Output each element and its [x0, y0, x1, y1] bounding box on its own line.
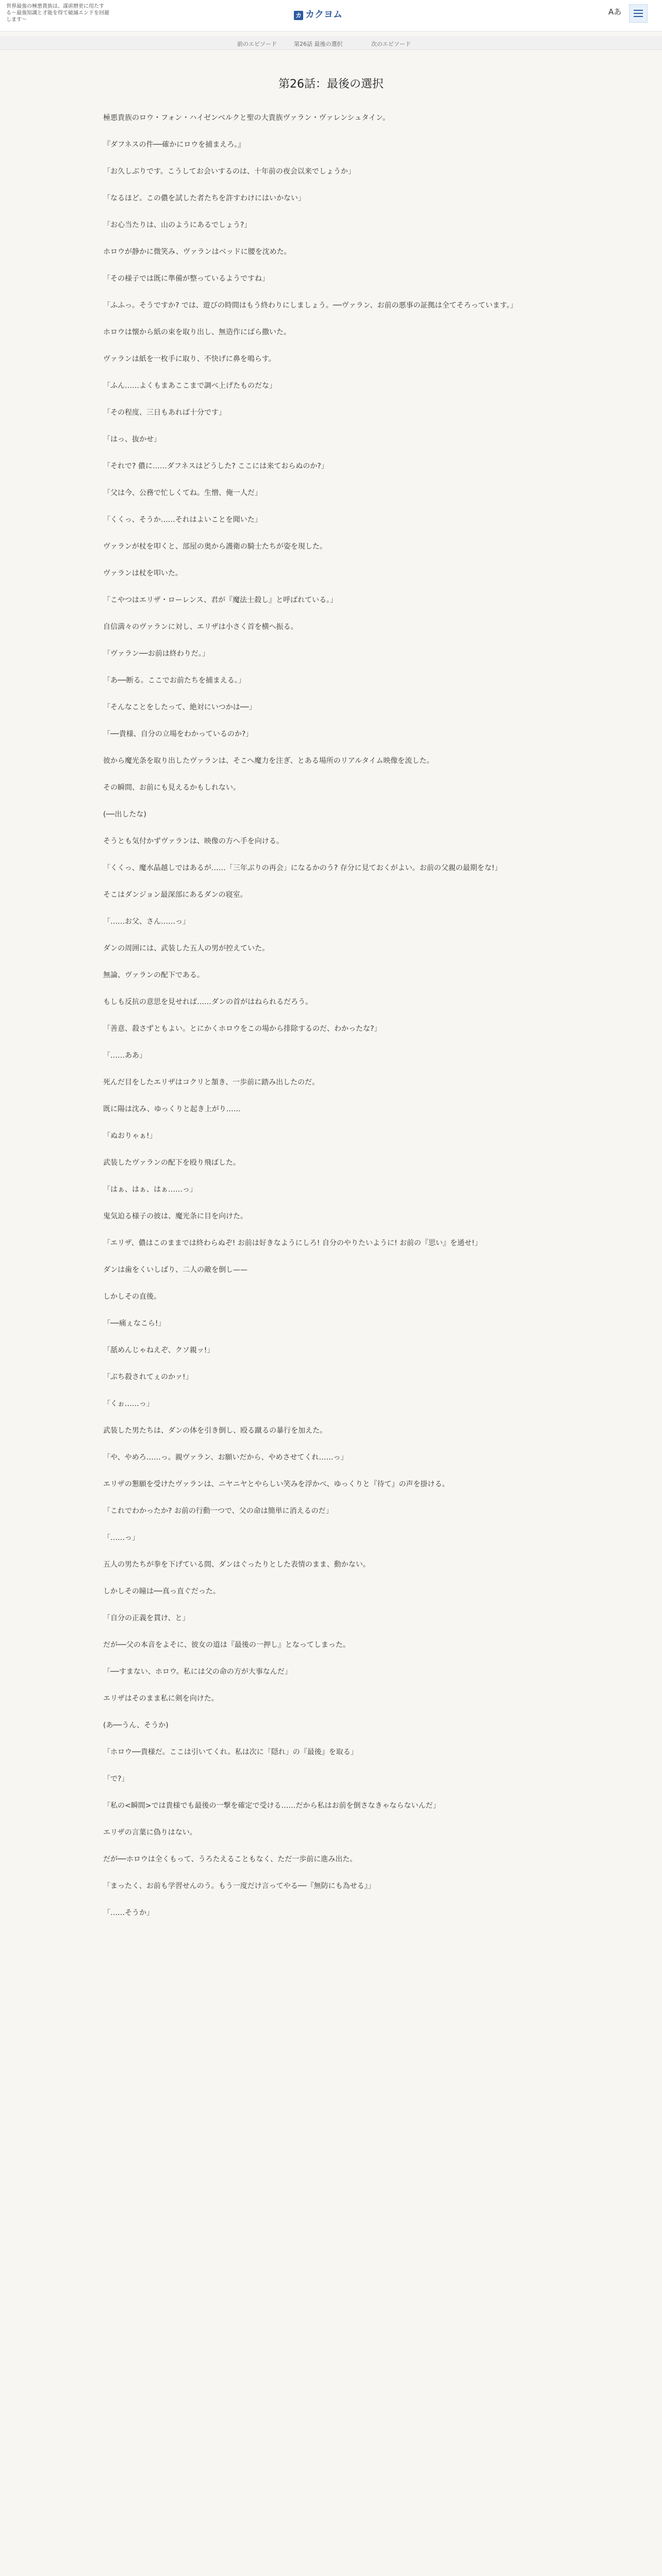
body-paragraph: 「くくっ、そうか……それはよいことを聞いた」: [103, 516, 262, 524]
body-paragraph: (あ──うん、そうか): [103, 1721, 169, 1730]
body-paragraph: 鬼気迫る様子の彼は、魔光条に目を向けた。: [103, 1212, 247, 1221]
body-paragraph: 「その程度、三日もあれば十分です」: [103, 409, 226, 417]
body-paragraph: 「父は今、公務で忙しくてね。生憎、俺一人だ」: [103, 489, 262, 497]
body-paragraph: エリザの言葉に偽りはない。: [103, 1828, 197, 1837]
next-episode-link[interactable]: 次のエピソード: [371, 41, 411, 47]
body-paragraph: 「あ──断る。ここでお前たちを捕まえる。」: [103, 676, 245, 685]
body-paragraph: 「はぁ、はぁ、はぁ……っ」: [103, 1185, 197, 1194]
body-paragraph: 自信満々のヴァランに対し、エリザは小さく首を横へ振る。: [103, 623, 298, 631]
body-paragraph: 「……っ」: [103, 1534, 139, 1542]
body-paragraph: もしも反抗の意思を見せれば……ダンの首がはねられるだろう。: [103, 998, 313, 1006]
body-paragraph: 「……お父、さん……っ」: [103, 918, 190, 926]
body-paragraph: 「舐めんじゃねえぞ、クソ親ッ!」: [103, 1346, 214, 1354]
body-paragraph: そこはダンジョン最深部にあるダンの寝室。: [103, 891, 247, 899]
body-paragraph: 「自分の正義を貫け、と」: [103, 1614, 190, 1622]
body-paragraph: 「エリザ、儂はこのままでは終わらぬぞ! お前は好きなようにしろ! 自分のやりたいように! お前の『思い』を通せ!」: [103, 1239, 482, 1247]
body-paragraph: (──出したな): [103, 810, 146, 819]
episode-body: [103, 111, 559, 1933]
body-paragraph: 「その様子では既に準備が整っているようですね」: [103, 275, 269, 283]
kakuyomu-logo[interactable]: [294, 7, 342, 21]
body-paragraph: 「ヴァラン──お前は終わりだ。」: [103, 650, 209, 658]
body-paragraph: 「──痛ぇなこら!」: [103, 1319, 166, 1328]
body-paragraph: ヴァランは杖を叩いた。: [103, 569, 183, 578]
body-paragraph: 彼から魔光条を取り出したヴァランは、そこへ魔力を注ぎ、とある場所のリアルタイム映像を流した。: [103, 757, 434, 765]
body-paragraph: ホロウが静かに微笑み、ヴァランはベッドに腰を沈めた。: [103, 248, 291, 256]
menu-icon-line: [634, 13, 643, 14]
body-paragraph: 死んだ目をしたエリザはコクリと頷き、一歩前に踏み出したのだ。: [103, 1078, 320, 1087]
body-paragraph: エリザの懇願を受けたヴァランは、ニヤニヤとやらしい笑みを浮かべ、ゆっくりと『待て』の声を掛ける。: [103, 1480, 450, 1488]
body-paragraph: ヴァランは紙を一枚手に取り、不快げに鼻を鳴らす。: [103, 355, 276, 363]
episode-nav: [0, 36, 662, 50]
body-paragraph: 「──貴様、自分の立場をわかっているのか?」: [103, 730, 253, 738]
body-paragraph: 「──すまない、ホロウ。私には父の命の方が大事なんだ」: [103, 1668, 292, 1676]
body-paragraph: 「これでわかったか? お前の行動一つで、父の命は簡単に消えるのだ」: [103, 1507, 333, 1515]
body-paragraph: 「そんなことをしたって、絶対にいつかは──」: [103, 703, 256, 711]
logo-icon: カ: [294, 11, 303, 20]
body-paragraph: しかしその瞳は──真っ直ぐだった。: [103, 1587, 220, 1596]
body-paragraph: 「や、やめろ……っ。親ヴァラン、お願いだから、やめさせてくれ……っ」: [103, 1453, 348, 1462]
body-paragraph: 「なるほど。この儂を試した者たちを許すわけにはいかない」: [103, 194, 305, 202]
body-paragraph: 「私の<瞬間>では貴様でも最後の一撃を確定で受ける……だから私はお前を倒さなきゃならないんだ」: [103, 1802, 440, 1810]
body-paragraph: 「……そうか」: [103, 1909, 154, 1917]
body-paragraph: 「まったく、お前も学習せんのう。もう一度だけ言ってやる──『無防にも為せる』」: [103, 1882, 375, 1890]
body-paragraph: 「くぉ……っ」: [103, 1400, 154, 1408]
body-paragraph: だが──ホロウは全くもって、うろたえることもなく、ただ一歩前に進み出た。: [103, 1855, 357, 1863]
body-paragraph: 「……ああ」: [103, 1052, 146, 1060]
font-settings-button[interactable]: Aあ: [608, 7, 622, 16]
body-paragraph: 「こやつはエリザ・ローレンス、君が『魔法士殺し』と呼ばれている。」: [103, 596, 338, 604]
body-paragraph: 「お久しぶりです。こうしてお会いするのは、十年前の夜会以来でしょうか」: [103, 167, 355, 176]
body-paragraph: だが──父の本音をよそに、彼女の道は『最後の一押し』となってしまった。: [103, 1641, 350, 1649]
body-paragraph: 武装したヴァランの配下を殴り飛ばした。: [103, 1159, 240, 1167]
body-paragraph: 極悪貴族のロウ・フォン・ハイゼンベルクと聖の大貴族ヴァラン・ヴァレンシュタイン。: [103, 114, 390, 122]
menu-icon: [634, 10, 643, 11]
body-paragraph: 無論、ヴァランの配下である。: [103, 971, 204, 979]
body-paragraph: 『ダフネスの件──確かにロウを捕まえろ。』: [103, 141, 245, 149]
episode-title: 第26話：最後の選択: [278, 78, 384, 91]
body-paragraph: 既に陽は沈み、ゆっくりと起き上がり……: [103, 1105, 241, 1113]
body-paragraph: ホロウは懐から紙の束を取り出し、無造作にばら撒いた。: [103, 328, 291, 336]
body-paragraph: 「ホロウ──貴様だ。ここは引いてくれ。私は次に「隠れ」の『最後』を取る」: [103, 1748, 358, 1756]
body-paragraph: エリザはそのまま私に剣を向けた。: [103, 1694, 219, 1703]
body-paragraph: ダンは歯をくいしばり、二人の敵を倒し——: [103, 1266, 248, 1274]
body-paragraph: 「ぶち殺されてぇのかァ!」: [103, 1373, 193, 1381]
body-paragraph: そうとも気付かずヴァランは、映像の方へ手を向ける。: [103, 837, 284, 845]
body-paragraph: 「お心当たりは、山のようにあるでしょう?」: [103, 221, 252, 229]
body-paragraph: 五人の男たちが拳を下げている間、ダンはぐったりとした表情のまま、動かない。: [103, 1561, 370, 1569]
body-paragraph: ダンの周囲には、武装した五人の男が控えていた。: [103, 944, 270, 953]
current-episode-label: 第26話 最後の選択: [294, 41, 343, 47]
menu-icon-line: [634, 16, 643, 17]
body-paragraph: その瞬間、お前にも見えるかもしれない。: [103, 784, 240, 792]
body-paragraph: 「善意、殺さずともよい。とにかくホロウをこの場から排除するのだ、わかったな?」: [103, 1025, 382, 1033]
body-paragraph: 「くくっ、魔水晶越しではあるが……「三年ぶりの再会」になるかのう? 存分に見ておくがよい。お前の父親の最期をな!」: [103, 864, 502, 872]
body-paragraph: 「それで? 儂に……ダフネスはどうした? ここには来ておらぬのか?」: [103, 462, 328, 470]
body-paragraph: 「はっ、抜かせ」: [103, 435, 161, 444]
body-paragraph: 武装した男たちは、ダンの体を引き倒し、殴る蹴るの暴行を加えた。: [103, 1427, 327, 1435]
body-paragraph: 「ぬおりゃぁ!」: [103, 1132, 157, 1140]
body-paragraph: 「ふん……よくもまあここまで調べ上げたものだな」: [103, 382, 276, 390]
body-paragraph: ヴァランが杖を叩くと、部屋の奥から護衛の騎士たちが姿を現した。: [103, 543, 327, 551]
menu-button[interactable]: [629, 4, 648, 23]
body-paragraph: 「ふふっ。そうですか? では、遊びの時間はもう終わりにしましょう。──ヴァラン、お前の悪事の証拠は全てそろっています。」: [103, 301, 518, 310]
book-title[interactable]: 世界最強の極悪貴族は、謀虐暦更に用たする〜最強知識と才能を得て破滅エンドを回避します〜: [6, 4, 109, 23]
logo-text: カクヨム: [305, 9, 342, 20]
body-paragraph: しかしその直後。: [103, 1293, 161, 1301]
site-header: [0, 0, 662, 31]
prev-episode-link[interactable]: 前のエピソード: [237, 41, 277, 47]
body-paragraph: 「で?」: [103, 1775, 129, 1783]
